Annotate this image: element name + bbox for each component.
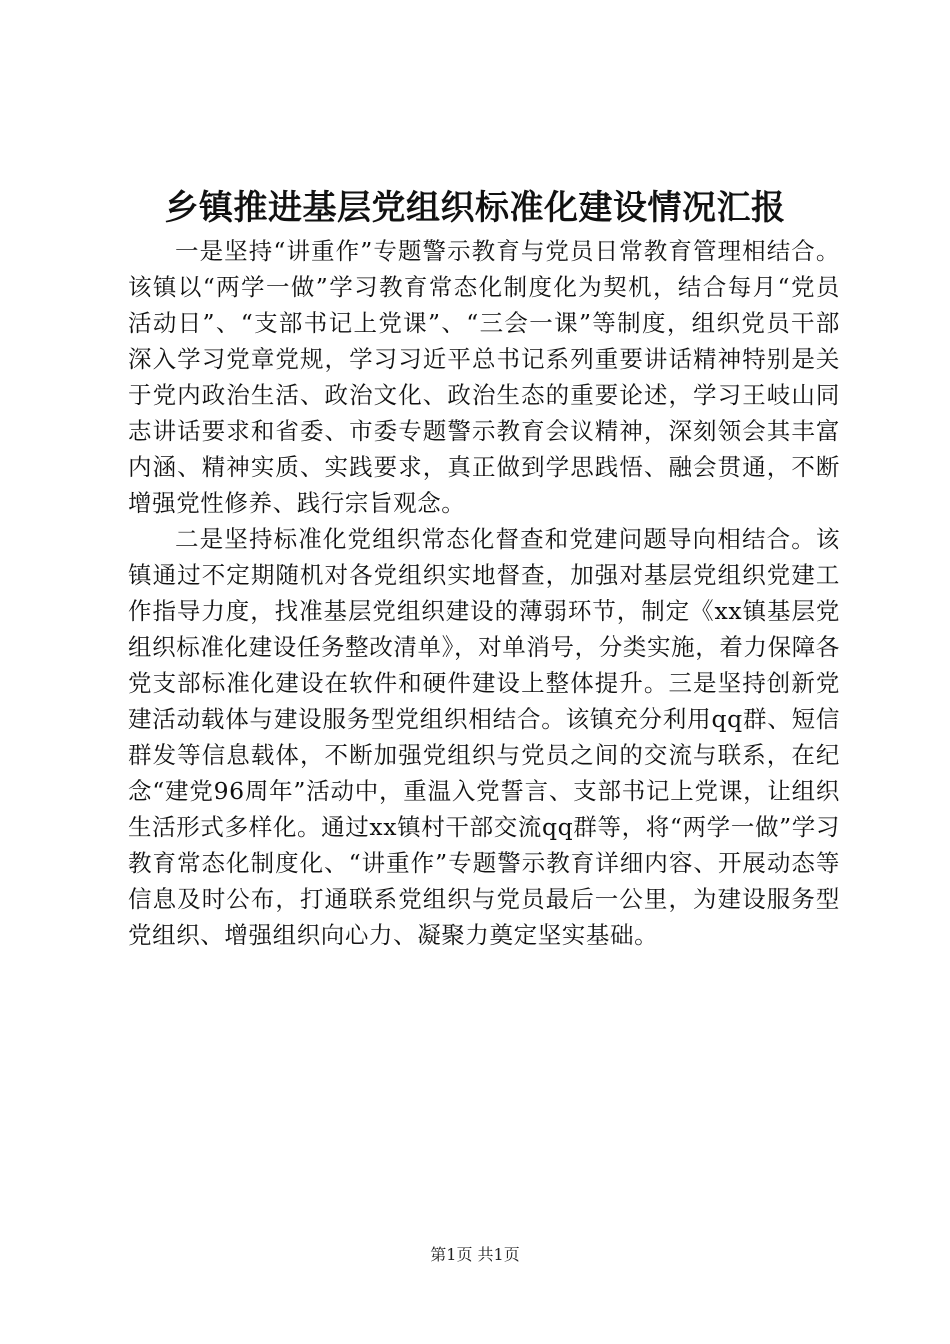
paragraph-1: 一是坚持“讲重作”专题警示教育与党员日常教育管理相结合。该镇以“两学一做”学习教育常态化制度化为契机，结合每月“党员活动日”、“支部书记上党课”、“三会一课”等制度，组织党员干部深入学习党章党规，学习习近平总书记系列重要讲话精神特别是关于党内政治生活、政治文化、政治生态的重要论述，学习王岐山同志讲话要求和省委、市委专题警示教育会议精神，深刻领会其丰富内涵、精神实质、实践要求，真正做到学思践悟、融会贯通，不断增强党性修养、践行宗旨观念。 [128,237,840,517]
paragraph-2: 二是坚持标准化党组织常态化督查和党建问题导向相结合。该镇通过不定期随机对各党组织实地督查，加强对基层党组织党建工作指导力度，找准基层党组织建设的薄弱环节，制定《xx镇基层党组织标准化建设任务整改清单》，对单消号，分类实施，着力保障各党支部标准化建设在软件和硬件建设上整体提升。三是坚持创新党建活动载体与建设服务型党组织相结合。该镇充分利用qq群、短信群发等信息载体，不断加强党组织与党员之间的交流与联系，在纪念“建党96周年”活动中，重温入党誓言、支部书记上党课，让组织生活形式多样化。通过xx镇村干部交流qq群等，将“两学一做”学习教育常态化制度化、“讲重作”专题警示教育详细内容、开展动态等信息及时公布，打通联系党组织与党员最后一公里，为建设服务型党组织、增强组织向心力、凝聚力奠定坚实基础。 [128,525,840,949]
document-title: 乡镇推进基层党组织标准化建设情况汇报 [164,188,786,228]
document-body [128,233,840,953]
page-footer: 第1页 共1页 [430,1245,520,1264]
